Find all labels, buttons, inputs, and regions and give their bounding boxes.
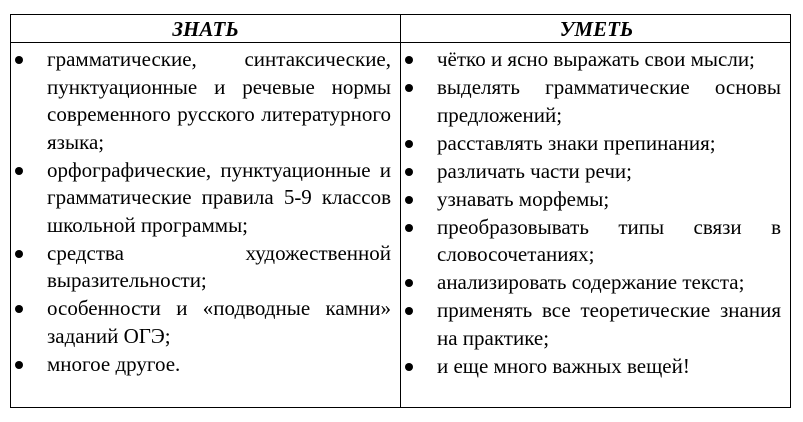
- bullet-icon: [405, 363, 413, 371]
- bullet-icon: [15, 250, 23, 258]
- can-item-text: анализировать содержание текста;: [437, 270, 745, 294]
- can-item: [405, 158, 781, 186]
- can-item: [405, 297, 781, 352]
- bullet-icon: [405, 307, 413, 315]
- know-item: [15, 240, 391, 295]
- bullet-icon: [405, 279, 413, 287]
- bullet-icon: [405, 140, 413, 148]
- know-item: [15, 295, 391, 350]
- can-item-text: различать части речи;: [437, 158, 632, 183]
- can-item-text: узнавать морфемы;: [437, 186, 610, 211]
- can-item: [405, 74, 781, 129]
- know-item-text: особенности и «подводные камни» заданий ОГЭ;: [47, 296, 391, 348]
- bullet-icon: [405, 168, 413, 176]
- bullet-icon: [15, 56, 23, 64]
- know-item-text: орфографические, пунктуационные и грамматические правила 5-9 классов школьной программы;: [47, 157, 391, 237]
- can-item-text: и еще много важных вещей!: [437, 353, 690, 378]
- know-item: [15, 157, 391, 240]
- header-divider: [11, 42, 790, 43]
- knowledge-skills-table: [10, 14, 791, 408]
- bullet-icon: [405, 224, 413, 232]
- bullet-icon: [405, 196, 413, 204]
- can-item: [405, 46, 781, 74]
- bullet-icon: [405, 56, 413, 64]
- know-item-text: средства художественной выразительности;: [47, 240, 391, 292]
- can-item: [405, 130, 781, 158]
- header-know: ЗНАТЬ: [172, 17, 239, 41]
- can-item: [405, 269, 781, 297]
- bullet-icon: [15, 361, 23, 369]
- know-item: [15, 46, 391, 156]
- can-item: [405, 186, 781, 214]
- know-item-text: многое другое.: [47, 351, 181, 376]
- can-item-text: чётко и ясно выражать свои мысли;: [437, 47, 755, 71]
- can-item: [405, 353, 781, 381]
- know-list: [15, 46, 391, 378]
- can-item-text: преобразовывать типы связи в словосочетаниях;: [437, 214, 781, 266]
- can-item-text: выделять грамматические основы предложений;: [437, 75, 781, 127]
- header-can: УМЕТЬ: [559, 17, 634, 41]
- know-item: [15, 351, 391, 379]
- bullet-icon: [405, 84, 413, 92]
- can-item-text: применять все теоретические знания на практике;: [437, 298, 781, 350]
- can-item-text: расставлять знаки препинания;: [437, 130, 716, 155]
- bullet-icon: [15, 305, 23, 313]
- can-item: [405, 214, 781, 269]
- can-list: [405, 46, 781, 380]
- know-item-text: грамматические, синтаксические, пунктуационные и речевые нормы современного русского литературного языка;: [47, 47, 391, 154]
- bullet-icon: [15, 167, 23, 175]
- column-divider: [400, 15, 401, 407]
